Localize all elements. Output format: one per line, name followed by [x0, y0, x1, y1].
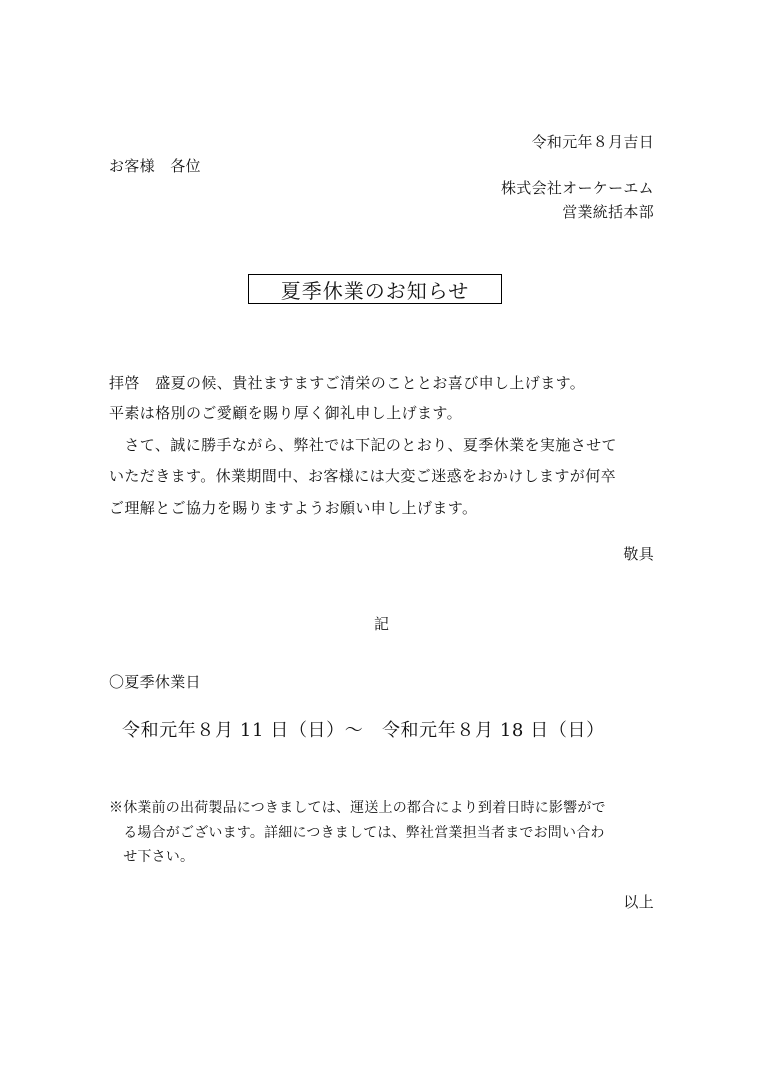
title-box	[248, 274, 502, 304]
holiday-dates: 令和元年８月 11 日（日）～ 令和元年８月 18 日（日）	[122, 720, 605, 741]
recipient: お客様 各位	[109, 157, 201, 175]
body-line: いただきます。休業期間中、お客様には大変ご迷惑をおかけしますが何卒	[109, 467, 617, 485]
sender-department: 営業統括本部	[562, 203, 654, 221]
end-ijo: 以上	[623, 893, 654, 911]
holiday-heading: 〇夏季休業日	[109, 673, 201, 691]
document-date: 令和元年８月吉日	[531, 133, 654, 151]
body-line: 拝啓 盛夏の候、貴社ますますご清栄のこととお喜び申し上げます。	[109, 374, 586, 392]
body-line: さて、誠に勝手ながら、弊社では下記のとおり、夏季休業を実施させて	[109, 436, 617, 454]
body-line: 平素は格別のご愛顧を賜り厚く御礼申し上げます。	[109, 404, 463, 422]
sender-company: 株式会社オーケーエム	[500, 179, 654, 197]
note-line: ※休業前の出荷製品につきましては、運送上の都合により到着日時に影響がで	[109, 800, 606, 816]
note-line: る場合がございます。詳細につきましては、弊社営業担当者までお問い合わ	[109, 825, 605, 841]
document-title: 夏季休業のお知らせ	[280, 278, 470, 303]
closing-keigu: 敬具	[623, 545, 654, 563]
body-line: ご理解とご協力を賜りますようお願い申し上げます。	[109, 499, 478, 517]
ki-marker: 記	[374, 615, 390, 633]
note-line: せ下さい。	[109, 849, 195, 865]
